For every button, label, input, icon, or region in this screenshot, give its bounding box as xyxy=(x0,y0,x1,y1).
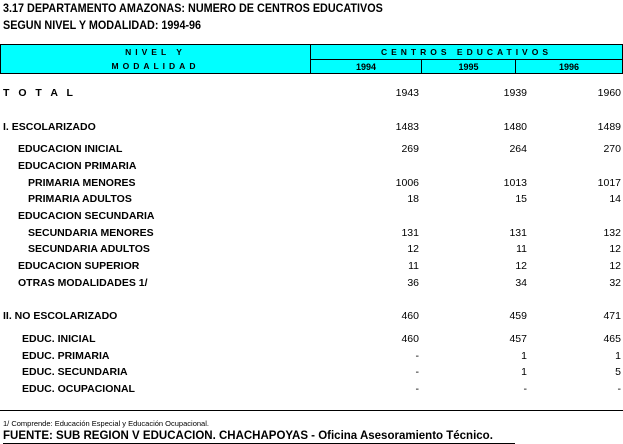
header-top-border xyxy=(0,44,623,45)
cell-1994: 18 xyxy=(407,193,419,205)
cell-1996: 14 xyxy=(609,193,621,205)
cell-1996: 1 xyxy=(615,350,621,362)
row-label: PRIMARIA MENORES xyxy=(28,177,136,189)
cell-1996: - xyxy=(617,383,621,395)
table-subtitle: SEGUN NIVEL Y MODALIDAD: 1994-96 xyxy=(3,18,202,32)
header-divider xyxy=(310,44,311,74)
table-row-secundaria-adultos xyxy=(0,241,623,257)
cell-1995: - xyxy=(523,383,527,395)
cell-1996: 5 xyxy=(615,366,621,378)
cell-1996: 465 xyxy=(603,333,621,345)
row-label: EDUCACION PRIMARIA xyxy=(18,160,137,172)
table-row-no-escolarizado xyxy=(0,308,623,324)
row-label: EDUC. INICIAL xyxy=(22,333,96,345)
cell-1994: 131 xyxy=(401,227,419,239)
header-centros-educativos: CENTROS EDUCATIVOS xyxy=(311,45,622,59)
cell-1995: 264 xyxy=(509,143,527,155)
row-label: EDUCACION SUPERIOR xyxy=(18,260,140,272)
header-bottom-border xyxy=(0,73,623,74)
header-nivel-line2: MODALIDAD xyxy=(1,59,310,73)
table-row-educacion-primaria xyxy=(0,158,623,174)
row-label: EDUC. PRIMARIA xyxy=(22,350,110,362)
header-year-divider-1 xyxy=(421,59,422,74)
cell-1996: 12 xyxy=(609,243,621,255)
cell-1995: 1 xyxy=(521,350,527,362)
cell-1994: 36 xyxy=(407,277,419,289)
cell-1995: 1480 xyxy=(503,121,527,133)
footnote: 1/ Comprende: Educación Especial y Educación Ocupacional. xyxy=(3,419,209,428)
cell-1994: 12 xyxy=(407,243,419,255)
cell-1995: 11 xyxy=(516,243,527,255)
table-row-educacion-superior xyxy=(0,258,623,274)
cell-1995: 1939 xyxy=(503,87,527,99)
header-nivel-line1: NIVEL Y xyxy=(1,45,310,59)
cell-1995: 131 xyxy=(509,227,527,239)
table-row-educacion-inicial xyxy=(0,141,623,157)
row-label: PRIMARIA ADULTOS xyxy=(28,193,132,205)
cell-1995: 1013 xyxy=(503,177,527,189)
cell-1995: 457 xyxy=(509,333,527,345)
cell-1996: 270 xyxy=(603,143,621,155)
cell-1994: 1483 xyxy=(395,121,419,133)
cell-1995: 34 xyxy=(515,277,527,289)
row-label: EDUC. SECUNDARIA xyxy=(22,366,128,378)
cell-1994: 269 xyxy=(401,143,419,155)
cell-1996: 12 xyxy=(609,260,621,272)
table-row-primaria-adultos xyxy=(0,191,623,207)
table-row-educ-inicial xyxy=(0,331,623,347)
row-label: EDUCACION INICIAL xyxy=(18,143,123,155)
row-label: OTRAS MODALIDADES 1/ xyxy=(18,277,148,289)
cell-1994: - xyxy=(415,350,419,362)
source-note: FUENTE: SUB REGION V EDUCACION. CHACHAPOYAS - Oficina Asesoramiento Técnico. xyxy=(3,430,493,442)
row-label: SECUNDARIA ADULTOS xyxy=(28,243,150,255)
row-label: I. ESCOLARIZADO xyxy=(3,121,96,133)
table-row-educ-secundaria xyxy=(0,364,623,380)
row-label: EDUCACION SECUNDARIA xyxy=(18,210,155,222)
cell-1996: 1489 xyxy=(597,121,621,133)
header-left-border xyxy=(0,44,1,74)
cell-1996: 32 xyxy=(609,277,621,289)
table-row-escolarizado xyxy=(0,119,623,135)
table-row-educ-ocupacional xyxy=(0,381,623,397)
table-title: 3.17 DEPARTAMENTO AMAZONAS: NUMERO DE CENTROS EDUCATIVOS xyxy=(3,1,383,15)
header-year-1995: 1995 xyxy=(422,60,515,73)
row-label: T O T A L xyxy=(3,87,76,99)
header-year-1996: 1996 xyxy=(516,60,622,73)
table-row-secundaria-menores xyxy=(0,225,623,241)
table-row-otras-modalidades xyxy=(0,275,623,291)
table-row-total xyxy=(0,85,623,101)
cell-1996: 132 xyxy=(603,227,621,239)
table-bottom-border xyxy=(0,410,623,411)
header-year-divider-2 xyxy=(515,59,516,74)
header-mid-border xyxy=(311,59,623,60)
cell-1995: 1 xyxy=(521,366,527,378)
cell-1996: 471 xyxy=(603,310,621,322)
row-label: II. NO ESCOLARIZADO xyxy=(3,310,118,322)
cell-1995: 12 xyxy=(515,260,527,272)
cell-1994: 1006 xyxy=(395,177,419,189)
cell-1994: 460 xyxy=(401,333,419,345)
table-row-educacion-secundaria xyxy=(0,208,623,224)
table-row-primaria-menores xyxy=(0,175,623,191)
cell-1996: 1017 xyxy=(597,177,621,189)
row-label: EDUC. OCUPACIONAL xyxy=(22,383,135,395)
cell-1994: - xyxy=(415,366,419,378)
cell-1995: 459 xyxy=(509,310,527,322)
cell-1996: 1960 xyxy=(597,87,621,99)
table-row-educ-primaria xyxy=(0,348,623,364)
cell-1994: 11 xyxy=(408,260,419,272)
row-label: SECUNDARIA MENORES xyxy=(28,227,154,239)
cell-1995: 15 xyxy=(515,193,527,205)
cell-1994: 1943 xyxy=(395,87,419,99)
header-year-1994: 1994 xyxy=(311,60,421,73)
cell-1994: 460 xyxy=(401,310,419,322)
cell-1994: - xyxy=(415,383,419,395)
